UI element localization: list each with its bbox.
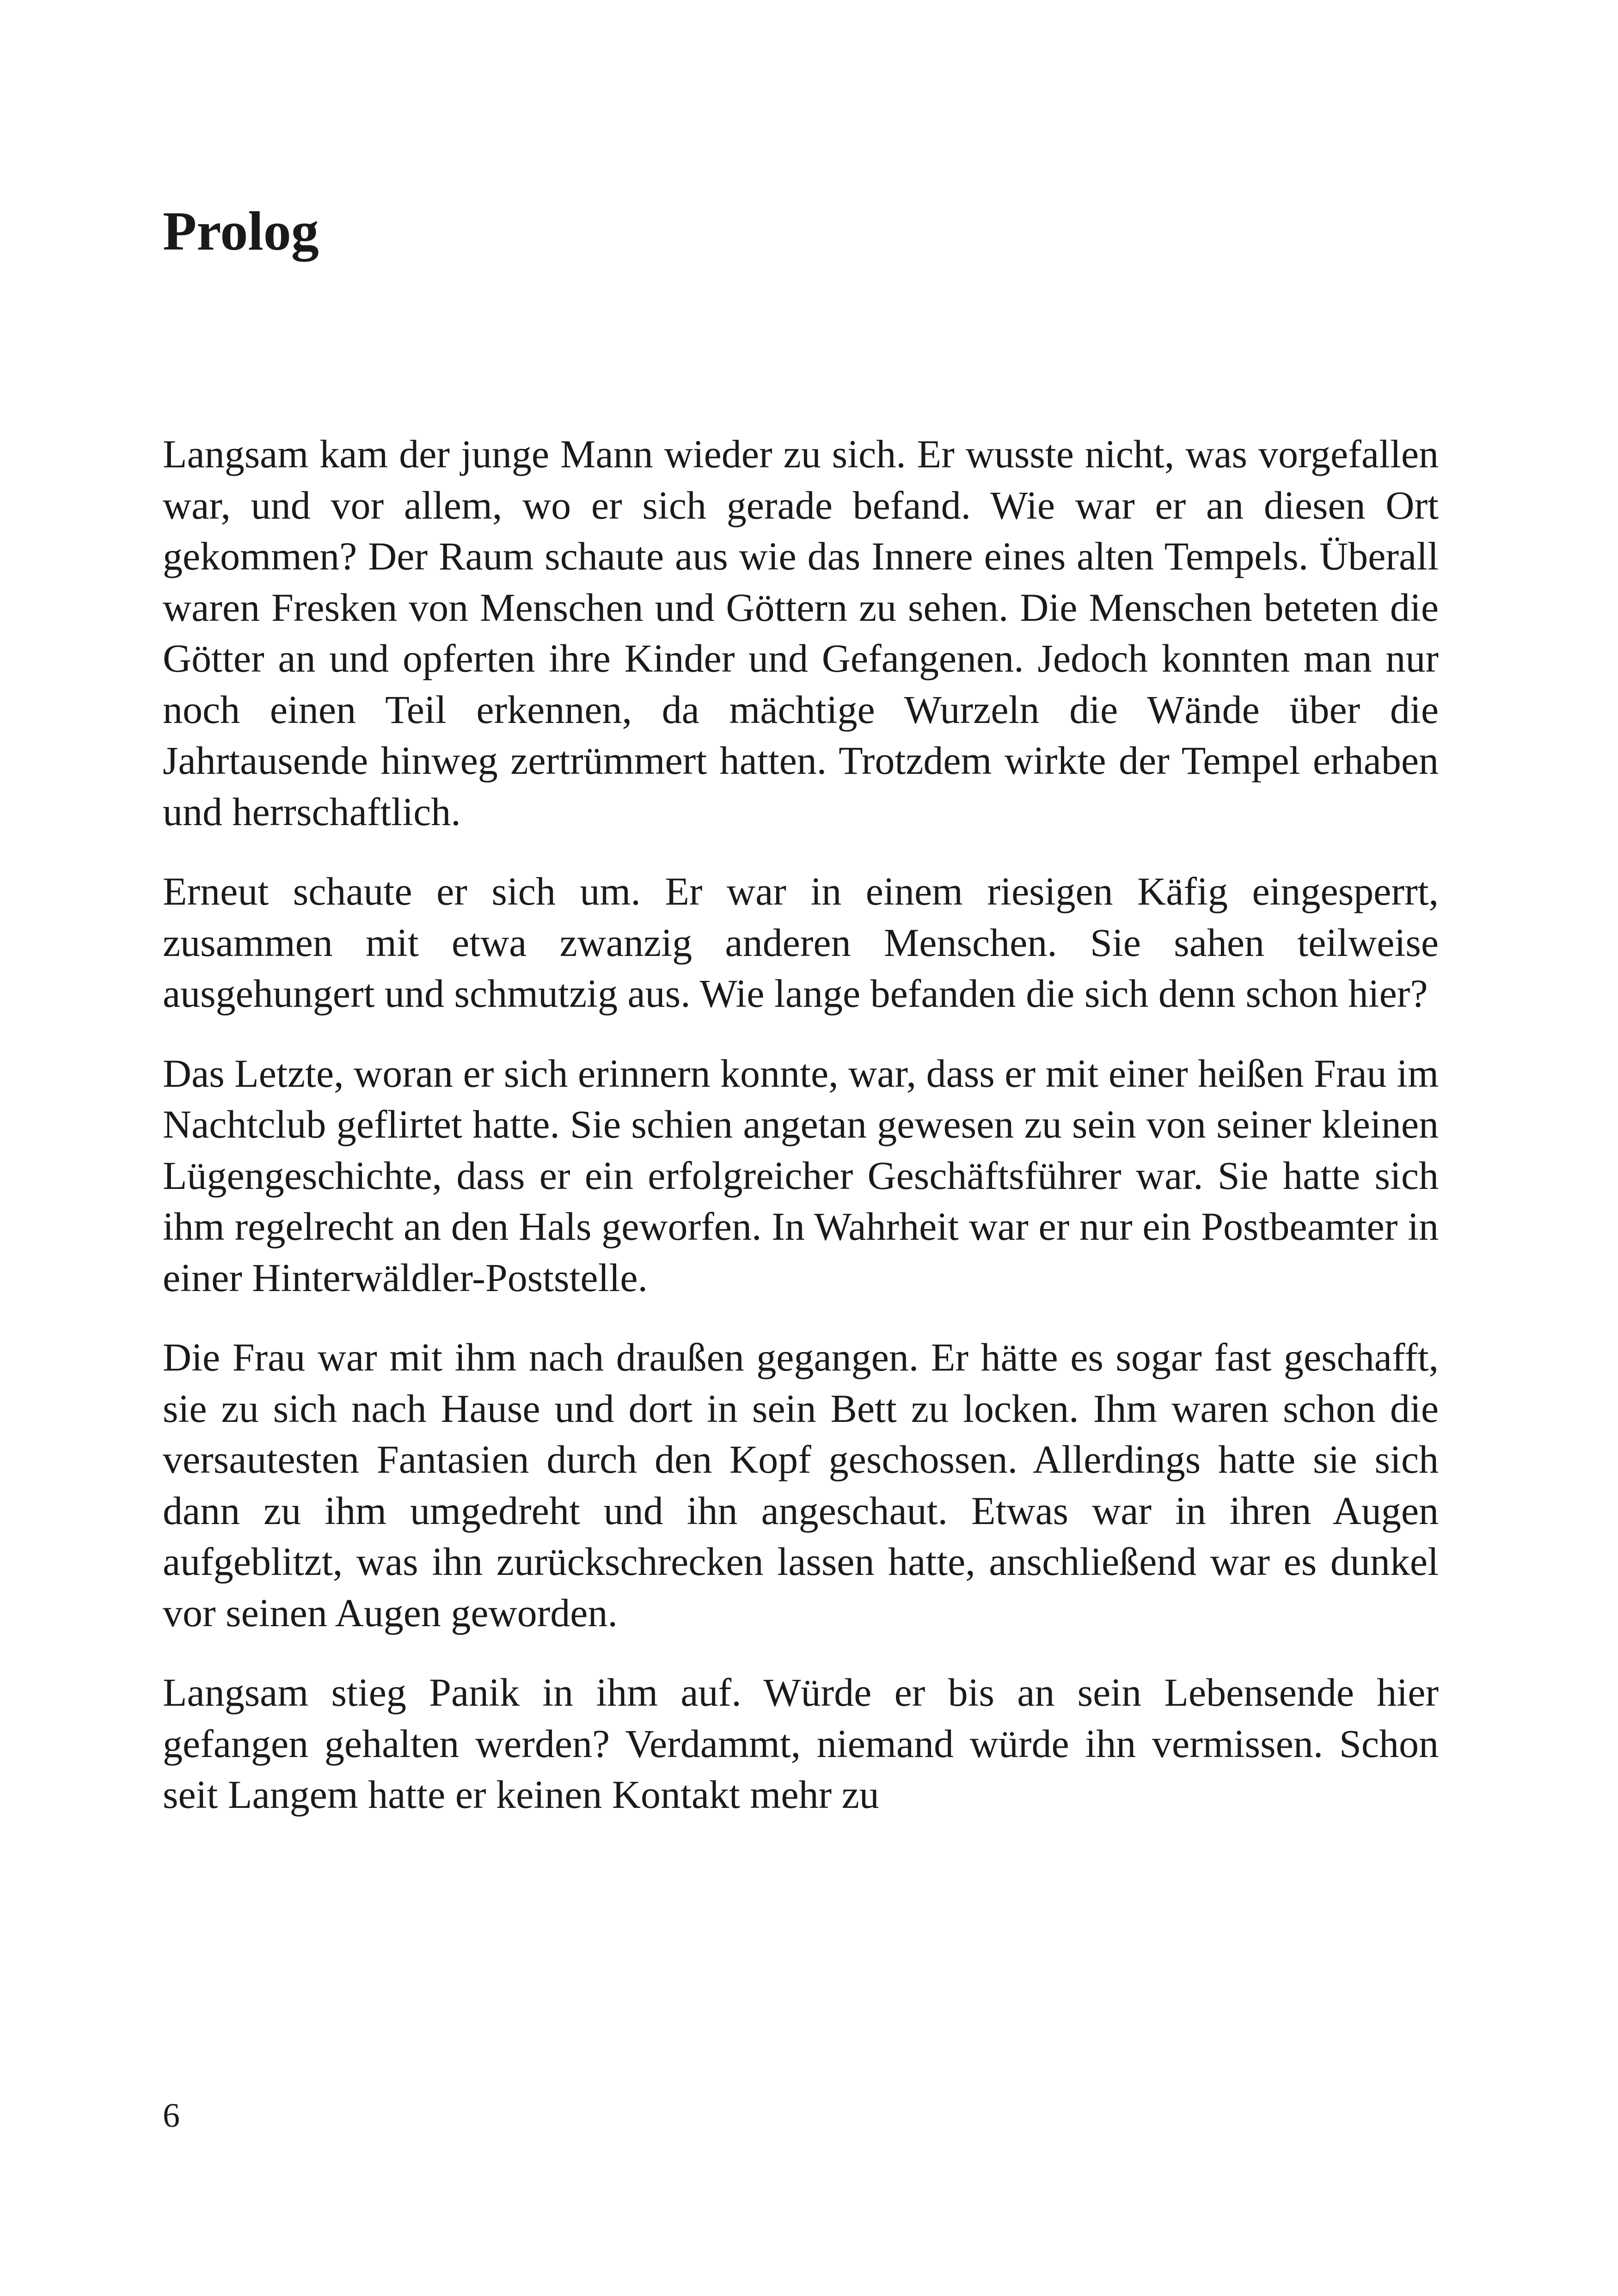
paragraph: Langsam kam der junge Mann wieder zu sich. Er wusste nicht, was vorgefallen war, und vor allem, wo er sich gerade befand. Wie war er an diesen Ort gekommen? Der Raum schaute aus wie das Innere eines alten Tempels. Überall waren Fresken von Menschen und Göttern zu sehen. Die Menschen beteten die Götter an und opferten ihre Kinder und Gefangenen. Jedoch konnten man nur noch einen Teil erkennen, da mächtige Wurzeln die Wände über die Jahrtausende hinweg zertrümmert hatten. Trotzdem wirkte der Tempel erhaben und herrschaftlich. xyxy=(163,432,1439,834)
chapter-title: Prolog xyxy=(163,200,319,262)
body-text xyxy=(163,429,1439,1849)
paragraph: Die Frau war mit ihm nach draußen gegangen. Er hätte es sogar fast geschafft, sie zu sich nach Hause und dort in sein Bett zu locken. Ihm waren schon die versautesten Fantasien durch den Kopf geschossen. Allerdings hatte sie sich dann zu ihm umgedreht und ihn angeschaut. Etwas war in ihren Augen aufgeblitzt, was ihn zurückschrecken lassen hatte, anschließend war es dunkel vor seinen Augen geworden. xyxy=(163,1335,1439,1635)
paragraph: Erneut schaute er sich um. Er war in einem riesigen Käfig eingesperrt, zusammen mit etwa zwanzig anderen Menschen. Sie sahen teilweise ausgehungert und schmutzig aus. Wie lange befanden die sich denn schon hier? xyxy=(163,869,1439,1016)
page-number: 6 xyxy=(163,2097,180,2135)
paragraph: Langsam stieg Panik in ihm auf. Würde er bis an sein Lebensende hier gefangen gehalten werden? Verdammt, niemand würde ihn vermissen. Schon seit Langem hatte er keinen Kontakt mehr zu xyxy=(163,1670,1439,1817)
paragraph: Das Letzte, woran er sich erinnern konnte, war, dass er mit einer heißen Frau im Nachtclub geflirtet hatte. Sie schien angetan gewesen zu sein von seiner kleinen Lügengeschichte, dass er ein erfolgreicher Geschäftsführer war. Sie hatte sich ihm regelrecht an den Hals geworfen. In Wahrheit war er nur ein Postbeamter in einer Hinterwäldler-Poststelle. xyxy=(163,1051,1439,1300)
